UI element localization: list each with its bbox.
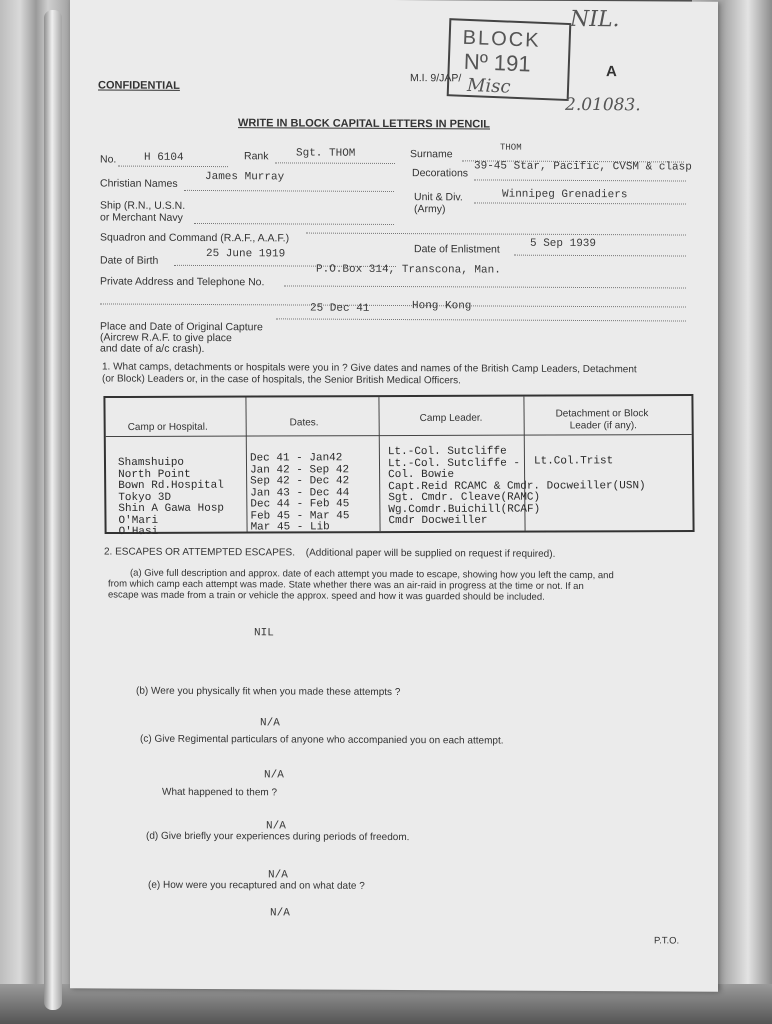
enlistment-value: 5 Sep 1939 bbox=[530, 237, 597, 251]
camp-entry: Shamshuipo bbox=[117, 456, 185, 470]
dob-value: 25 June 1919 bbox=[206, 248, 286, 261]
question-2d: (d) Give briefly your experiences during periods of freedom. bbox=[146, 830, 410, 844]
header-detachment-2: Leader (if any). bbox=[569, 420, 637, 432]
leader-entry: Sgt. Cmdr. Cleave(RAMC) bbox=[388, 491, 541, 505]
capture-place: Hong Kong bbox=[412, 300, 472, 313]
capture-label-line1: Place and Date of Original Capture bbox=[100, 320, 263, 334]
rank-label: Rank bbox=[244, 150, 269, 163]
mi-reference: M.I. 9/JAP/ bbox=[410, 72, 462, 85]
handwritten-nil: NIL. bbox=[570, 6, 620, 33]
leader-entry: Cmdr Docweiller bbox=[388, 514, 488, 528]
question-1-line1: 1. What camps, detachments or hospitals were you in ? Give dates and names of the British Camp Leaders, Detachment bbox=[102, 361, 637, 376]
header-camp-leader: Camp Leader. bbox=[419, 412, 483, 424]
unit-label-line2: (Army) bbox=[414, 203, 446, 216]
date-entry: Dec 44 - Feb 45 bbox=[250, 498, 350, 511]
dob-label: Date of Birth bbox=[100, 254, 159, 267]
answer-2a: NIL bbox=[254, 627, 274, 640]
handwritten-reference: 2.01083. bbox=[565, 94, 641, 116]
camp-entry: Shin A Gawa Hosp bbox=[118, 502, 225, 516]
confidential-label: CONFIDENTIAL bbox=[98, 79, 180, 92]
date-entry: Sep 42 - Dec 42 bbox=[250, 475, 350, 488]
date-entry: Jan 42 - Sep 42 bbox=[250, 463, 350, 477]
rank-value: Sgt. THOM bbox=[296, 147, 356, 160]
form-page bbox=[70, 0, 718, 992]
unit-label-line1: Unit & Div. bbox=[414, 191, 463, 204]
address-label: Private Address and Telephone No. bbox=[100, 275, 265, 289]
header-camp: Camp or Hospital. bbox=[127, 421, 208, 433]
dates-list bbox=[250, 453, 350, 534]
service-number: H 6104 bbox=[144, 151, 184, 164]
decorations-value: 39-45 Star, Pacific, CVSM & clasp bbox=[474, 160, 692, 174]
answer-2e: N/A bbox=[270, 907, 290, 920]
answer-2b: N/A bbox=[260, 717, 280, 730]
question-2b: (b) Were you physically fit when you made these attempts ? bbox=[136, 685, 401, 699]
binder-left-edge bbox=[0, 0, 80, 1024]
stamp-line-1: BLOCK bbox=[462, 26, 541, 52]
camp-entry: O'Hasi bbox=[118, 525, 159, 539]
leader-entry: Wg.Comdr.Buichill(RCAF) bbox=[388, 503, 541, 516]
camp-entry: O'Mari bbox=[118, 514, 159, 527]
date-entry: Feb 45 - Mar 45 bbox=[250, 509, 350, 523]
date-entry: Jan 43 - Dec 44 bbox=[250, 486, 350, 500]
capture-label-line2: (Aircrew R.A.F. to give place bbox=[100, 331, 232, 345]
camp-entry: Bown Rd.Hospital bbox=[118, 479, 224, 493]
question-2e: (e) How were you recaptured and on what date ? bbox=[148, 879, 365, 892]
stamp-line-3: Misc bbox=[466, 74, 511, 98]
instruction-heading: WRITE IN BLOCK CAPITAL LETTERS IN PENCIL bbox=[238, 117, 490, 131]
question-1-line2: (or Block) Leaders or, in the case of hospitals, the Senior British Medical Officers. bbox=[102, 373, 461, 387]
question-2-heading bbox=[104, 546, 555, 559]
answer-what-happened: N/A bbox=[266, 820, 286, 833]
block-stamp bbox=[447, 18, 572, 101]
question-2c: (c) Give Regimental particulars of anyone who accompanied you on each attempt. bbox=[140, 733, 504, 747]
header-dates: Dates. bbox=[289, 417, 319, 429]
decorations-label: Decorations bbox=[412, 167, 469, 180]
camp-entry: Tokyo 3D bbox=[118, 491, 172, 504]
camps-table bbox=[103, 394, 694, 539]
question-2-title: 2. ESCAPES OR ATTEMPTED ESCAPES. bbox=[104, 546, 295, 559]
no-label: No. bbox=[100, 153, 117, 166]
leader-entry: Capt.Reid RCAMC & Cmdr. Docweiller(USN) bbox=[388, 479, 646, 493]
question-2a-line3: escape was made from a train or vehicle the approx. speed and how it was guarded should be included. bbox=[108, 589, 545, 603]
binder-rod bbox=[44, 10, 62, 1010]
camp-entry: North Point bbox=[118, 468, 191, 481]
header-detachment-1: Detachment or Block bbox=[555, 408, 649, 420]
question-2a-line1: (a) Give full description and approx. date of each attempt you made to escape, showing how you left the camp, and bbox=[130, 567, 614, 582]
ship-label-line1: Ship (R.N., U.S.N. bbox=[100, 199, 186, 212]
pto-label: P.T.O. bbox=[654, 935, 680, 947]
question-2a-line2: from which camp each attempt was made. State whether there was an air-raid in progress at the time or not. If an bbox=[108, 578, 584, 592]
answer-2d: N/A bbox=[268, 869, 288, 882]
ship-label-line2: or Merchant Navy bbox=[100, 211, 183, 224]
leader-entry: Lt.-Col. Sutcliffe - bbox=[387, 457, 521, 470]
question-2-note: (Additional paper will be supplied on request if required). bbox=[305, 547, 556, 560]
stamp-line-2: Nº 191 bbox=[463, 48, 532, 77]
surname-value: THOM bbox=[500, 142, 522, 153]
leader-entry: Lt.-Col. Sutcliffe bbox=[387, 445, 507, 459]
christian-names-value: James Murray bbox=[205, 171, 285, 184]
date-entry: Mar 45 - Lib bbox=[250, 521, 330, 534]
address-value: P.O.Box 314, Transcona, Man. bbox=[316, 263, 501, 277]
capture-date: 25 Dec 41 bbox=[310, 302, 370, 315]
answer-2c: N/A bbox=[264, 769, 284, 782]
enlistment-label: Date of Enlistment bbox=[414, 243, 500, 256]
unit-value: Winnipeg Grenadiers bbox=[502, 188, 628, 202]
camp-list bbox=[118, 458, 224, 539]
squadron-label: Squadron and Command (R.A.F., A.A.F.) bbox=[100, 231, 290, 245]
detachment-leader: Lt.Col.Trist bbox=[533, 455, 614, 468]
capture-label-line3: and date of a/c crash). bbox=[100, 342, 205, 356]
date-entry: Dec 41 - Jan42 bbox=[249, 452, 343, 465]
form-letter: A bbox=[606, 63, 617, 81]
leader-entry: Col. Bowie bbox=[388, 468, 455, 482]
question-what-happened: What happened to them ? bbox=[162, 786, 278, 799]
surname-label: Surname bbox=[410, 148, 453, 161]
christian-names-label: Christian Names bbox=[100, 177, 178, 190]
